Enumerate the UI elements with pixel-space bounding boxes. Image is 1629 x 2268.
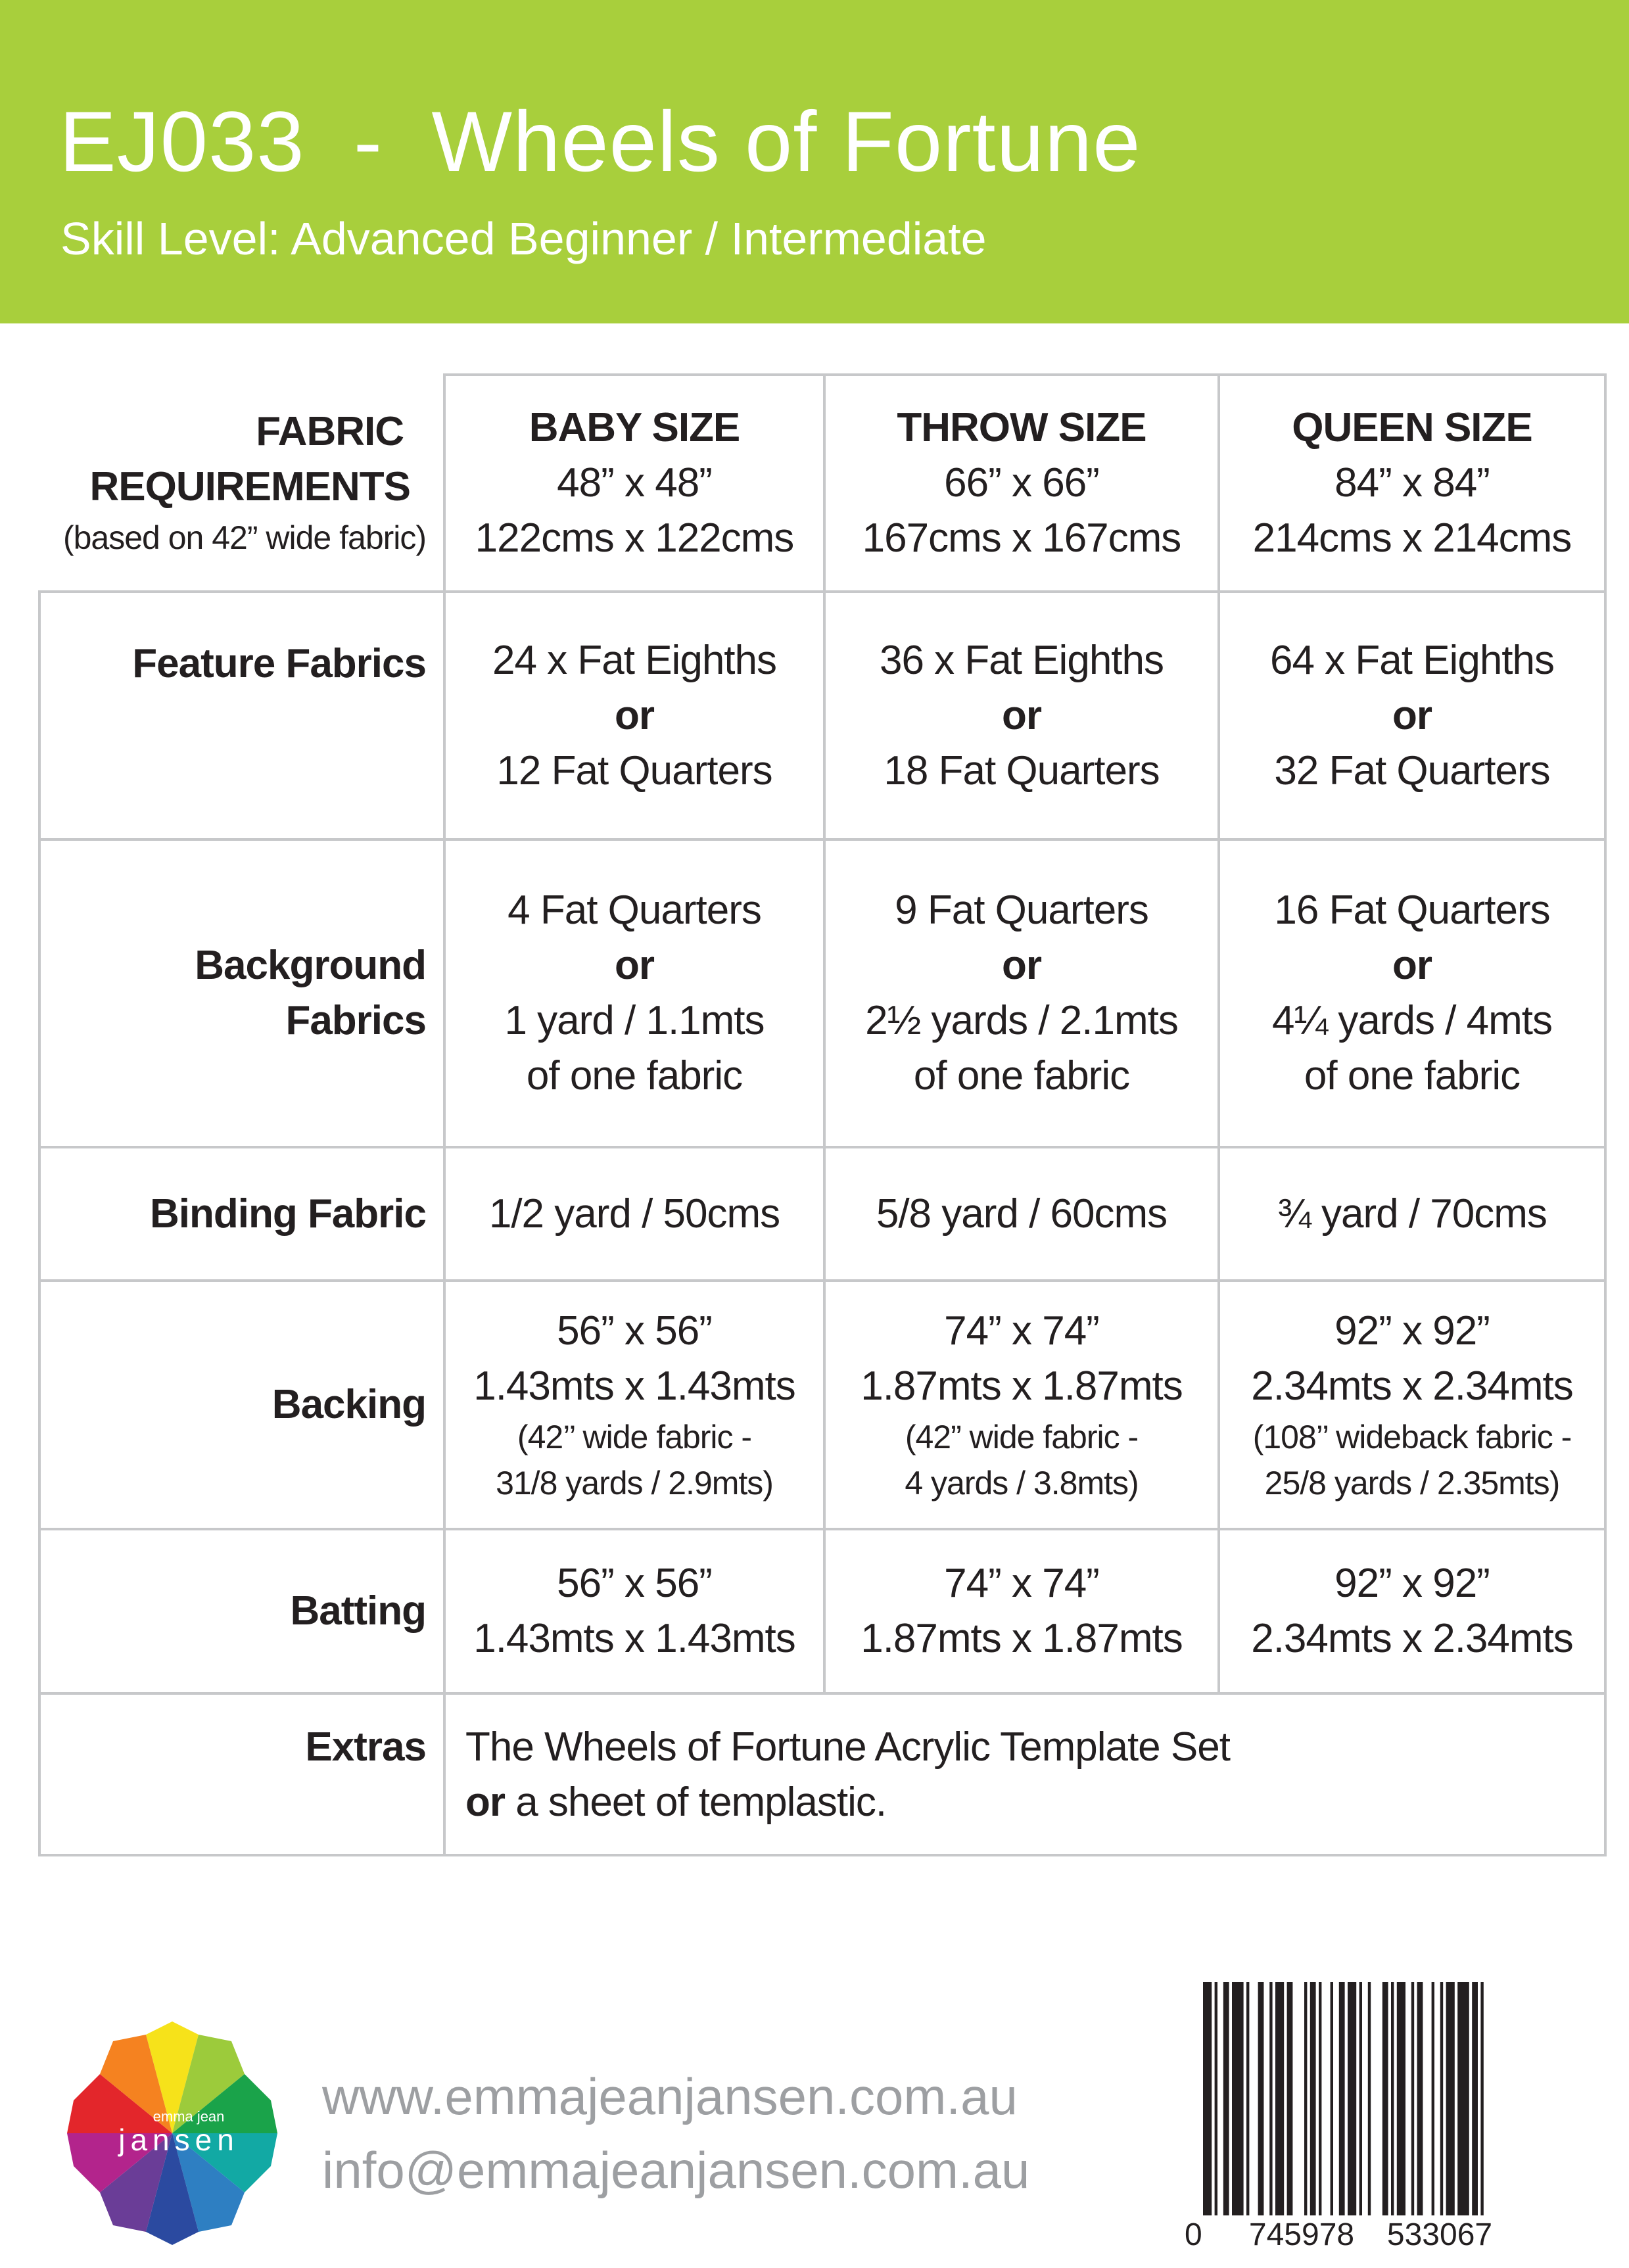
table-row-backing xyxy=(39,1281,1605,1529)
row-label: Feature Fabrics xyxy=(39,592,444,839)
cell-line: 4¼ yards / 4mts xyxy=(1271,998,1553,1043)
size-imperial: 84” x 84” xyxy=(1334,460,1490,506)
extras-text: a sheet of templastic. xyxy=(505,1780,887,1825)
size-name: QUEEN SIZE xyxy=(1292,405,1532,450)
cell-line: 64 x Fat Eighths xyxy=(1269,637,1555,683)
cell-line: 24 x Fat Eighths xyxy=(492,637,777,683)
table-cell xyxy=(1219,839,1605,1147)
cell-note: (108’’ wideback fabric - xyxy=(1252,1419,1572,1455)
cell-line: of one fabric xyxy=(1304,1053,1521,1099)
size-name: THROW SIZE xyxy=(897,405,1146,450)
table-cell xyxy=(444,592,824,839)
cell-line: of one fabric xyxy=(913,1053,1130,1099)
table-cell xyxy=(444,1529,824,1693)
barcode-digit-0: 0 xyxy=(1185,2217,1202,2252)
cell-or: or xyxy=(1002,692,1041,738)
col-baby xyxy=(444,375,824,592)
size-metric: 214cms x 214cms xyxy=(1252,515,1572,561)
size-imperial: 66” x 66” xyxy=(944,460,1099,506)
cell-line: 2.34mts x 2.34mts xyxy=(1251,1616,1573,1661)
extras-line xyxy=(465,1775,1597,1830)
extras-cell xyxy=(444,1693,1605,1855)
logo-text-top: emma jean xyxy=(153,2108,225,2125)
cell-line: 56” x 56” xyxy=(557,1561,712,1606)
extras-or: or xyxy=(465,1780,505,1825)
cell-note xyxy=(452,1460,816,1506)
cell-line: 1.87mts x 1.87mts xyxy=(861,1363,1183,1409)
table-row-batting xyxy=(39,1529,1605,1693)
fabric-requirements-table xyxy=(38,373,1607,1856)
cell-line: of one fabric xyxy=(526,1053,743,1099)
cell-line: 4 Fat Quarters xyxy=(508,887,761,933)
pattern-title: EJ033 - Wheels of Fortune xyxy=(59,93,1141,189)
size-name: BABY SIZE xyxy=(529,405,740,450)
corner-line3: (based on 42” wide fabric) xyxy=(62,519,427,556)
cell-line: 92” x 92” xyxy=(1334,1308,1490,1354)
email-link[interactable]: info@emmajeanjansen.com.au xyxy=(322,2141,1030,2199)
cell-line: 9 Fat Quarters xyxy=(895,887,1148,933)
row-label: Binding Fabric xyxy=(39,1147,444,1281)
corner-line1: FABRIC xyxy=(256,409,404,454)
cell-line: 32 Fat Quarters xyxy=(1274,747,1550,793)
table-cell xyxy=(444,1281,824,1529)
barcode-bars xyxy=(1203,1982,1484,2245)
cell-line: 2½ yards / 2.1mts xyxy=(865,998,1178,1043)
cell-line: 2.34mts x 2.34mts xyxy=(1251,1363,1573,1409)
note-text: 4 yards / 3.8mts) xyxy=(905,1465,1139,1501)
fraction-text: 31/8 xyxy=(496,1465,557,1501)
cell-or: or xyxy=(615,692,654,738)
cell-note: (42’’ wide fabric - xyxy=(517,1419,752,1455)
table-row-background xyxy=(39,839,1605,1147)
table-cell xyxy=(824,1281,1219,1529)
table-row-binding xyxy=(39,1147,1605,1281)
row-label: Batting xyxy=(39,1529,444,1693)
cell-note: (42” wide fabric - xyxy=(905,1419,1139,1455)
table-cell xyxy=(1219,592,1605,839)
cell-line: 1.43mts x 1.43mts xyxy=(473,1616,795,1661)
note-text: yards / 2.35mts) xyxy=(1325,1465,1560,1501)
table-cell xyxy=(444,839,824,1147)
size-metric: 122cms x 122cms xyxy=(475,515,794,561)
website-link[interactable]: www.emmajeanjansen.com.au xyxy=(322,2067,1018,2125)
table-cell: 1/2 yard / 50cms xyxy=(444,1147,824,1281)
cell-line: 12 Fat Quarters xyxy=(496,747,772,793)
cell-line: 74” x 74” xyxy=(944,1308,1099,1354)
table-cell: 5/8 yard / 60cms xyxy=(824,1147,1219,1281)
row-label: Extras xyxy=(39,1693,444,1855)
corner-line2: REQUIREMENTS xyxy=(89,464,410,509)
table-row xyxy=(39,375,1605,592)
barcode xyxy=(1177,1982,1545,2252)
table-row-feature xyxy=(39,592,1605,839)
cell-line: 36 x Fat Eighths xyxy=(879,637,1164,683)
table-cell xyxy=(824,1529,1219,1693)
cell-or: or xyxy=(1392,692,1432,738)
cell-line: 18 Fat Quarters xyxy=(884,747,1160,793)
skill-level: Skill Level: Advanced Beginner / Intermediate xyxy=(60,213,987,264)
row-label: Backing xyxy=(39,1281,444,1529)
table-cell xyxy=(824,592,1219,839)
note-text: yards / 2.9mts) xyxy=(557,1465,773,1501)
cell-line: 92” x 92” xyxy=(1334,1561,1490,1606)
cell-line: 74” x 74” xyxy=(944,1561,1099,1606)
header-banner xyxy=(0,0,1629,323)
cell-line: 16 Fat Quarters xyxy=(1274,887,1550,933)
barcode-digits-left: 745978 xyxy=(1248,2217,1355,2252)
row-label: Background Fabrics xyxy=(39,839,444,1147)
table-cell xyxy=(824,839,1219,1147)
table-cell xyxy=(1219,1281,1605,1529)
fraction-text: 25/8 xyxy=(1264,1465,1326,1501)
size-imperial: 48” x 48” xyxy=(557,460,712,506)
table-cell xyxy=(1219,1529,1605,1693)
table-row-extras xyxy=(39,1693,1605,1855)
col-throw xyxy=(824,375,1219,592)
cell-line: 56” x 56” xyxy=(557,1308,712,1354)
cell-or: or xyxy=(1392,943,1432,988)
corner-header xyxy=(39,375,444,592)
cell-note xyxy=(832,1460,1211,1506)
table-cell: ¾ yard / 70cms xyxy=(1219,1147,1605,1281)
size-metric: 167cms x 167cms xyxy=(862,515,1181,561)
extras-line: The Wheels of Fortune Acrylic Template Set xyxy=(465,1724,1230,1770)
logo-text-main: jansen xyxy=(118,2123,239,2157)
brand-logo xyxy=(60,2021,284,2245)
col-queen xyxy=(1219,375,1605,592)
cell-note xyxy=(1227,1460,1597,1506)
cell-or: or xyxy=(615,943,654,988)
cell-line: 1.87mts x 1.87mts xyxy=(861,1616,1183,1661)
cell-or: or xyxy=(1002,943,1041,988)
cell-line: 1.43mts x 1.43mts xyxy=(473,1363,795,1409)
cell-line: 1 yard / 1.1mts xyxy=(504,998,765,1043)
barcode-digits-right: 533067 xyxy=(1386,2217,1493,2252)
